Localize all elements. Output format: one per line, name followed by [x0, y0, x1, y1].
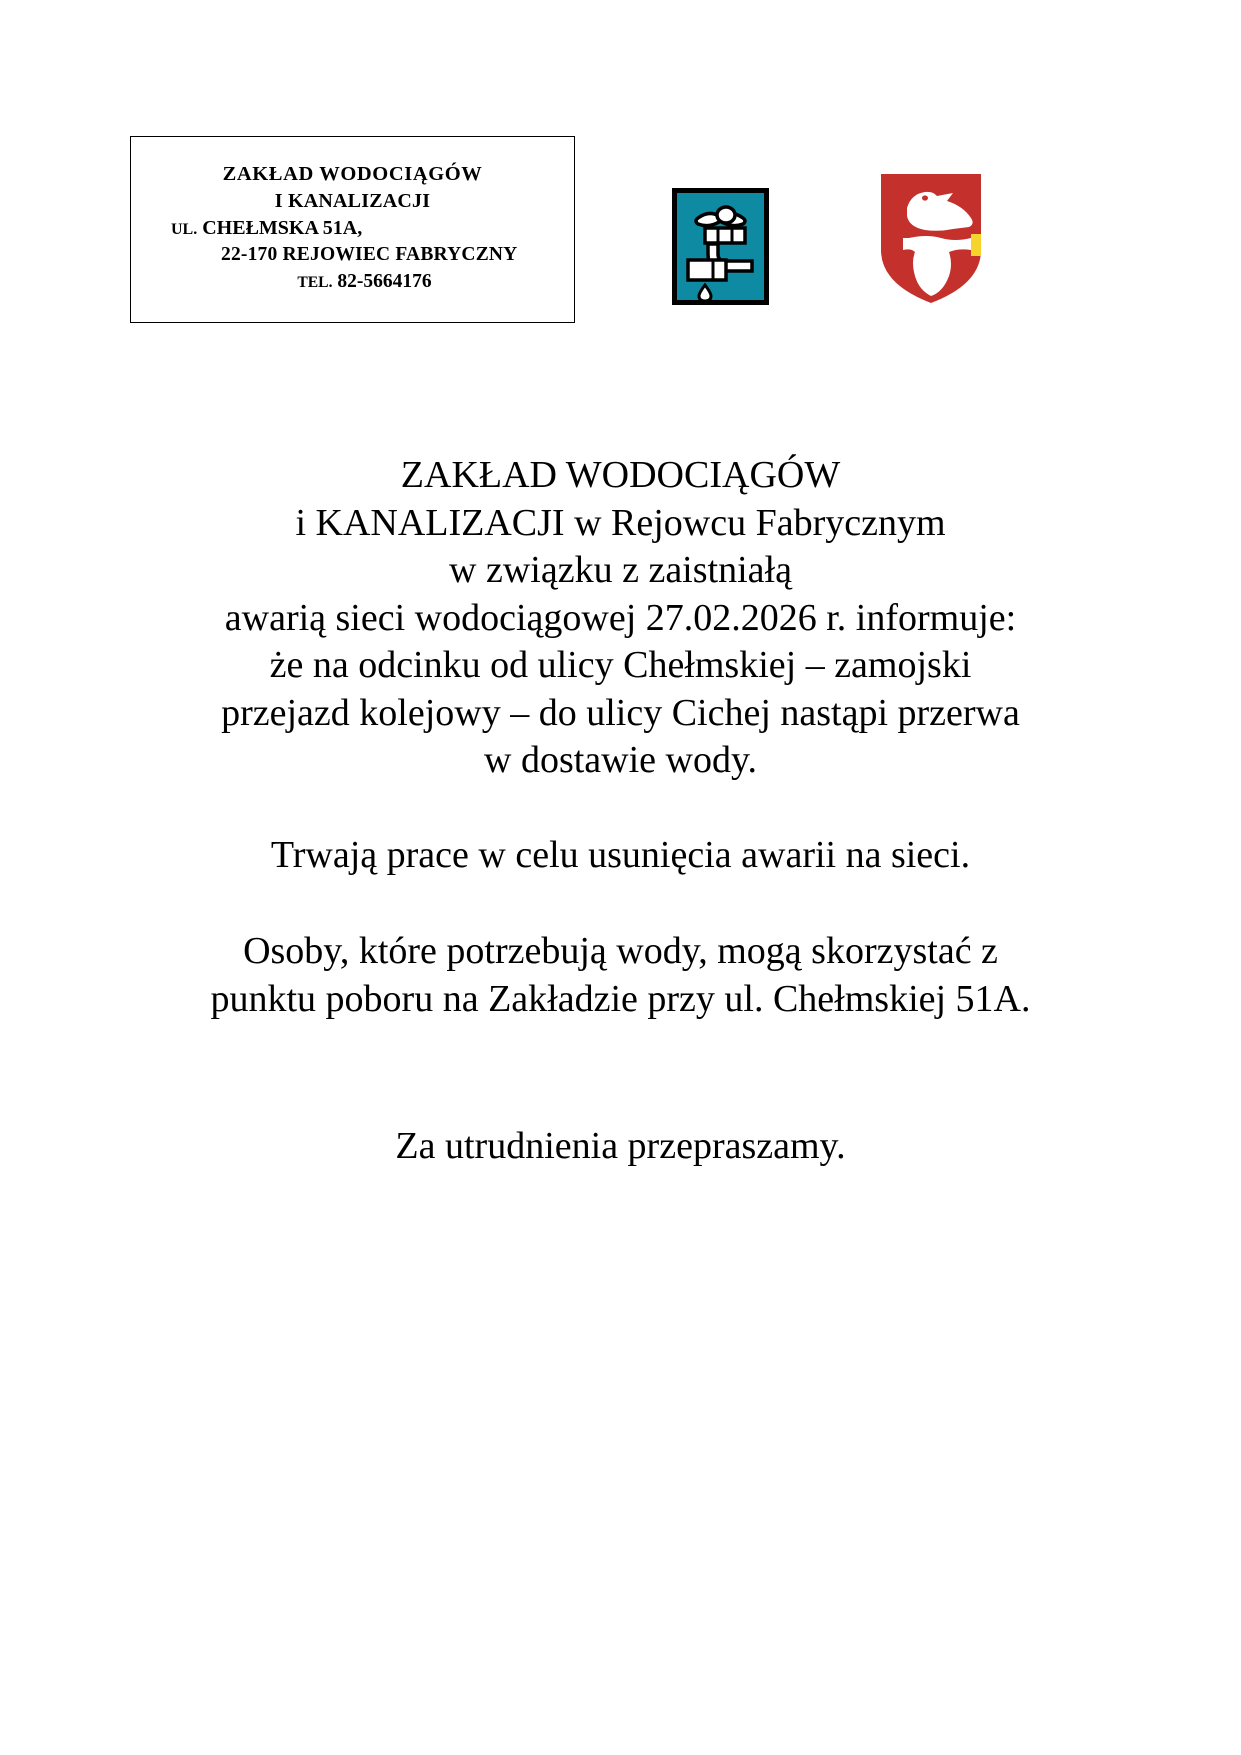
letterhead-stamp [130, 136, 575, 323]
letterhead-phone-prefix: TEL. [297, 273, 333, 291]
announcement-body [0, 452, 1241, 1171]
letterhead-street-prefix: UL. [171, 221, 198, 239]
announcement-line: w dostawie wody. [484, 739, 757, 781]
announcement-line: Trwają prace w celu usunięcia awarii na sieci. [270, 833, 971, 876]
paragraph-spacer [0, 785, 1241, 832]
coat-of-arms-icon [879, 172, 983, 305]
letterhead-line-company: ZAKŁAD WODOCIĄGÓW [222, 162, 483, 185]
document-header [0, 0, 1241, 360]
letterhead-phone-value: 82-5664176 [337, 270, 432, 292]
announcement-paragraph-3 [0, 928, 1241, 1023]
faucet-icon [672, 188, 769, 305]
announcement-paragraph-2 [0, 832, 1241, 880]
announcement-line: i KANALIZACJI w Rejowcu Fabrycznym [295, 501, 946, 544]
letterhead-line-street [137, 215, 568, 241]
announcement-line: że na odcinku od ulicy Chełmskiej – zamojski [269, 644, 972, 686]
paragraph-spacer [0, 1023, 1241, 1123]
letterhead-line-phone [137, 269, 568, 294]
announcement-line: Osoby, które potrzebują wody, mogą skorzystać z [243, 930, 998, 972]
letterhead-line-city: 22-170 REJOWIEC FABRYCZNY [221, 244, 518, 266]
announcement-line: przejazd kolejowy – do ulicy Cichej nastąpi przerwa [221, 691, 1020, 734]
announcement-line: awarią sieci wodociągowej 27.02.2026 r. informuje: [224, 596, 1017, 639]
announcement-line: punktu poboru na Zakładzie przy ul. Chełmskiej 51A. [210, 977, 1031, 1020]
announcement-line: ZAKŁAD WODOCIĄGÓW [400, 454, 841, 496]
paragraph-spacer [0, 879, 1241, 928]
announcement-line: Za utrudnienia przepraszamy. [395, 1125, 846, 1167]
letterhead-line-division: I KANALIZACJI [274, 190, 431, 213]
letterhead-street-value: CHEŁMSKA 51A, [202, 217, 363, 240]
announcement-line: w związku z zaistniałą [449, 549, 792, 591]
announcement-paragraph-4 [0, 1123, 1241, 1171]
announcement-paragraph-1 [0, 452, 1241, 785]
